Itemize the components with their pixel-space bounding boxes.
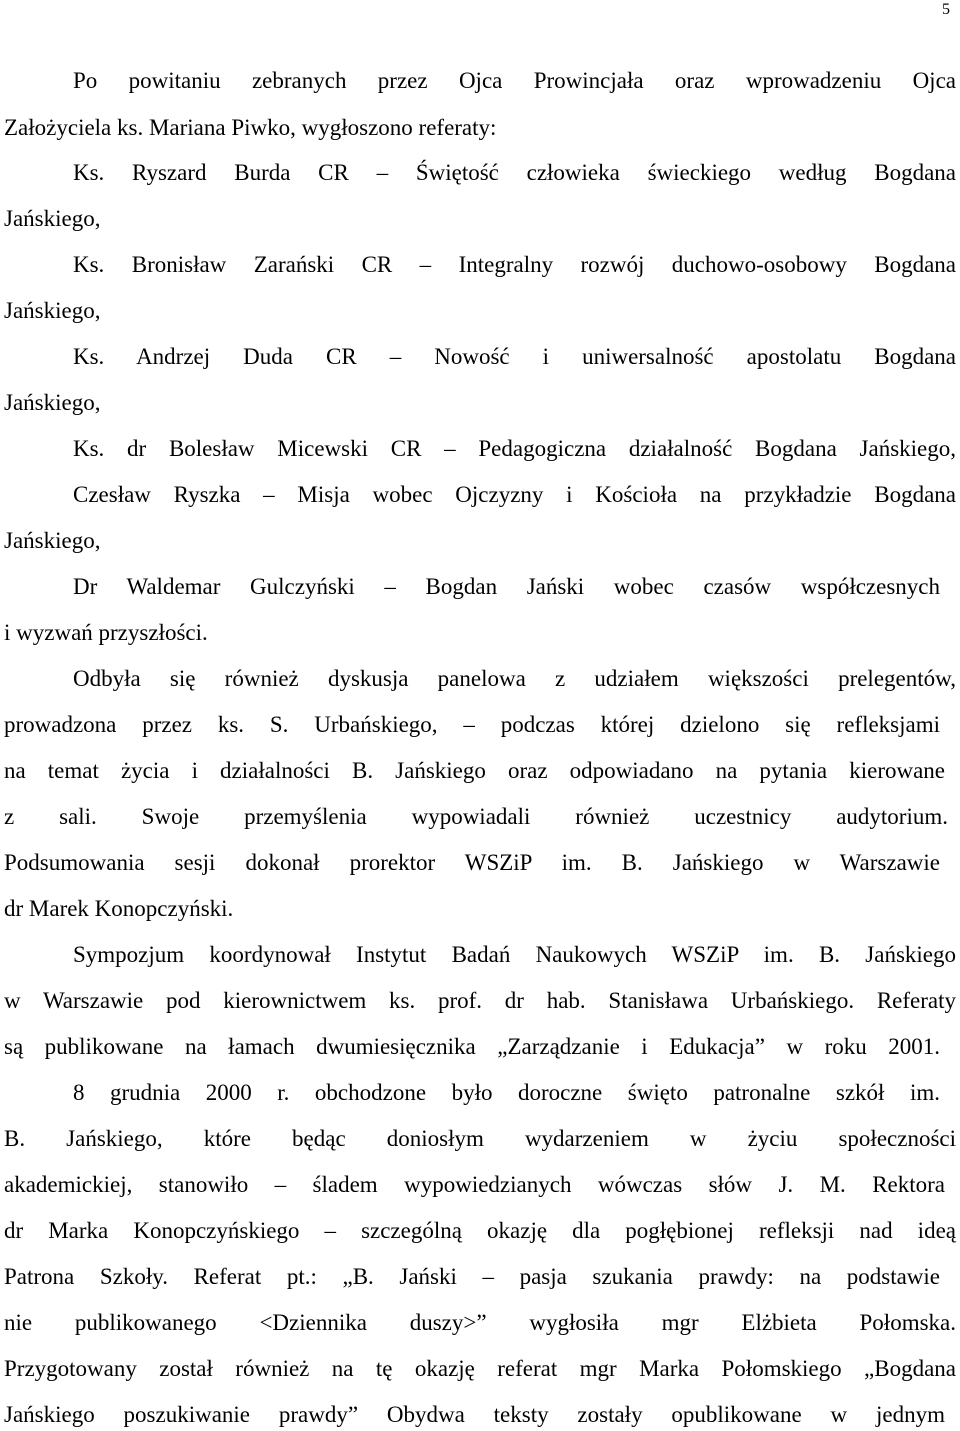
text-line: Jańskiego, <box>4 528 101 553</box>
text-line: Założyciela ks. Mariana Piwko, wygłoszono referaty: <box>4 115 497 140</box>
text-line: są publikowane na łamach dwumiesięcznika „Zarządzanie i Edukacja” w roku 2001. <box>4 1034 940 1059</box>
text-line: Podsumowania sesji dokonał prorektor WSZiP im. B. Jańskiego w Warszawie <box>4 850 940 875</box>
text-line: nie publikowanego <Dziennika duszy>” wygłosiła mgr Elżbieta Połomska. <box>4 1310 956 1335</box>
text-line: Sympozjum koordynował Instytut Badań Naukowych WSZiP im. B. Jańskiego <box>73 942 956 967</box>
text-line: dr Marka Konopczyńskiego – szczególną okazję dla pogłębionej refleksji nad ideą <box>4 1218 956 1243</box>
text-line: w Warszawie pod kierownictwem ks. prof. dr hab. Stanisława Urbańskiego. Referaty <box>4 988 956 1013</box>
text-line: Ks. dr Bolesław Micewski CR – Pedagogiczna działalność Bogdana Jańskiego, <box>73 436 956 461</box>
text-line: Ks. Bronisław Zarański CR – Integralny rozwój duchowo-osobowy Bogdana <box>73 252 956 277</box>
text-line: Przygotowany został również na tę okazję referat mgr Marka Połomskiego „Bogdana <box>4 1356 956 1381</box>
text-line: akademickiej, stanowiło – śladem wypowiedzianych wówczas słów J. M. Rektora <box>4 1172 945 1197</box>
text-line: Dr Waldemar Gulczyński – Bogdan Jański wobec czasów współczesnych <box>73 574 940 599</box>
text-line: Jańskiego poszukiwanie prawdy” Obydwa teksty zostały opublikowane w jednym <box>4 1402 945 1427</box>
text-line: Jańskiego, <box>4 390 101 415</box>
text-line: 8 grudnia 2000 r. obchodzone było doroczne święto patronalne szkół im. <box>73 1080 940 1105</box>
text-line: Jańskiego, <box>4 206 101 231</box>
text-line: Po powitaniu zebranych przez Ojca Prowincjała oraz wprowadzeniu Ojca <box>73 68 956 93</box>
page-number: 5 <box>942 1 950 18</box>
text-line: prowadzona przez ks. S. Urbańskiego, – podczas której dzielono się refleksjami <box>4 712 940 737</box>
text-line: dr Marek Konopczyński. <box>4 896 234 921</box>
text-line: Ks. Andrzej Duda CR – Nowość i uniwersalność apostolatu Bogdana <box>73 344 956 369</box>
text-line: i wyzwań przyszłości. <box>4 620 208 645</box>
text-line: Patrona Szkoły. Referat pt.: „B. Jański – pasja szukania prawdy: na podstawie <box>4 1264 940 1289</box>
text-line: Odbyła się również dyskusja panelowa z udziałem większości prelegentów, <box>73 666 956 691</box>
text-line: Czesław Ryszka – Misja wobec Ojczyzny i Kościoła na przykładzie Bogdana <box>73 482 956 507</box>
text-line: Ks. Ryszard Burda CR – Świętość człowieka świeckiego według Bogdana <box>73 160 956 185</box>
text-line: z sali. Swoje przemyślenia wypowiadali również uczestnicy audytorium. <box>4 804 948 829</box>
text-line: na temat życia i działalności B. Jańskiego oraz odpowiadano na pytania kierowane <box>4 758 945 783</box>
text-line: Jańskiego, <box>4 298 101 323</box>
text-line: B. Jańskiego, które będąc doniosłym wydarzeniem w życiu społeczności <box>4 1126 956 1151</box>
